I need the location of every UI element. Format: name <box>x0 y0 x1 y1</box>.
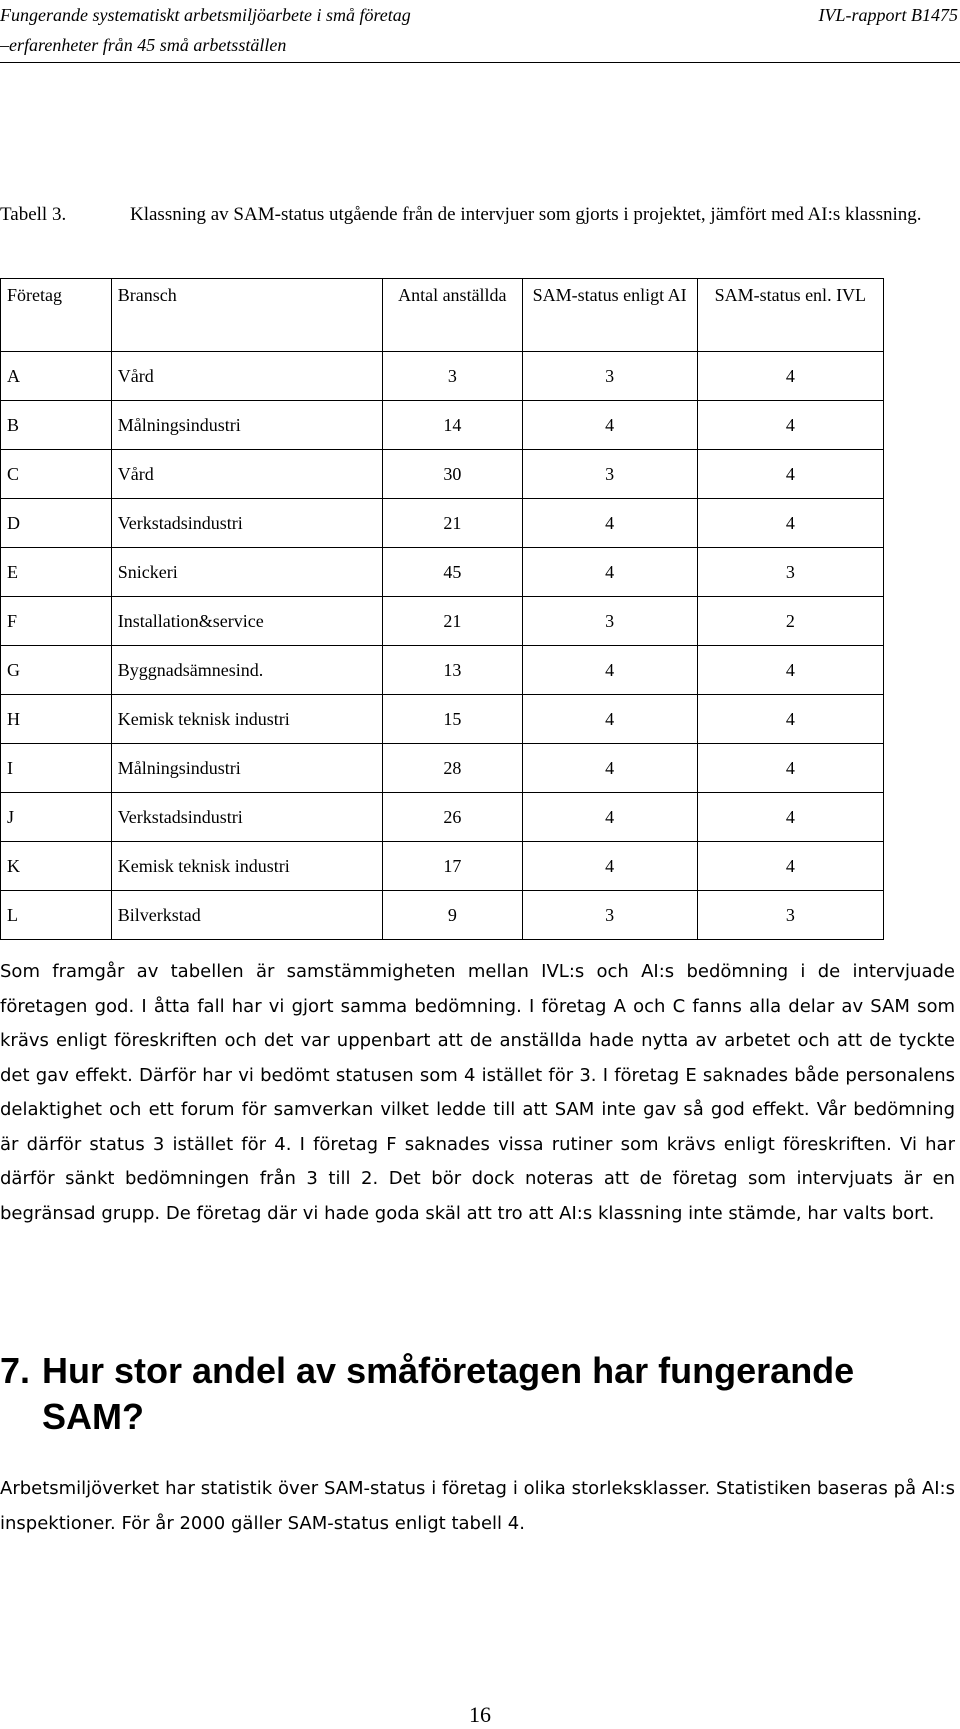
table-row <box>1 499 884 548</box>
column-header-foretag: Företag <box>1 279 112 352</box>
cell-sam-ivl: 3 <box>697 891 883 940</box>
header-report-title: Fungerande systematiskt arbetsmiljöarbete i små företag <box>0 5 411 25</box>
cell-antal: 30 <box>382 450 522 499</box>
cell-sam-ai: 4 <box>522 695 697 744</box>
cell-sam-ivl: 4 <box>697 499 883 548</box>
cell-sam-ai: 3 <box>522 891 697 940</box>
table-row <box>1 548 884 597</box>
cell-sam-ai: 3 <box>522 597 697 646</box>
cell-foretag: E <box>1 548 112 597</box>
column-header-bransch: Bransch <box>111 279 382 352</box>
cell-foretag: H <box>1 695 112 744</box>
cell-antal: 21 <box>382 499 522 548</box>
cell-sam-ai: 4 <box>522 646 697 695</box>
section-title: Hur stor andel av småföretagen har fungerande SAM? <box>42 1350 855 1437</box>
cell-sam-ivl: 4 <box>697 401 883 450</box>
table-row <box>1 744 884 793</box>
cell-bransch: Kemisk teknisk industri <box>111 842 382 891</box>
table-row <box>1 401 884 450</box>
body-paragraph-comparison: Som framgår av tabellen är samstämmigheten mellan IVL:s och AI:s bedömning i de intervjuade företagen god. I åtta fall har vi gjort samma bedömning. I företag A och C fanns alla delar av SAM som krävs enligt föreskriften och det var uppenbart att de anställda hade nytta av arbetet och att de tyckte det gav effekt. Därför har vi bedömt statusen som 4 istället för 3. I företag E saknades både personalens delaktighet och ett forum för samverkan vilket ledde till att SAM inte gav så god effekt. Vår bedömning är därför status 3 istället för 4. I företag F saknades vissa rutiner som krävs enligt föreskriften. Vi har därför sänkt bedömningen från 3 till 2. Det bör dock noteras att de företag som intervjuats är en begränsad grupp. De företag där vi hade goda skäl att tro att AI:s klassning inte stämde, har valts bort. <box>0 961 955 1224</box>
cell-foretag: B <box>1 401 112 450</box>
cell-bransch: Installation&service <box>111 597 382 646</box>
table-row <box>1 646 884 695</box>
cell-bransch: Verkstadsindustri <box>111 499 382 548</box>
body-paragraph-statistics: Arbetsmiljöverket har statistik över SAM-status i företag i olika storleksklasser. Statistiken baseras på AI:s inspektioner. För år 2000 gäller SAM-status enligt tabell 4. <box>0 1478 955 1534</box>
cell-sam-ivl: 4 <box>697 450 883 499</box>
cell-sam-ai: 4 <box>522 744 697 793</box>
cell-antal: 14 <box>382 401 522 450</box>
table-row <box>1 891 884 940</box>
cell-bransch: Kemisk teknisk industri <box>111 695 382 744</box>
cell-bransch: Bilverkstad <box>111 891 382 940</box>
column-header-antal: Antal anställda <box>382 279 522 352</box>
cell-antal: 26 <box>382 793 522 842</box>
cell-foretag: J <box>1 793 112 842</box>
cell-foretag: G <box>1 646 112 695</box>
cell-sam-ivl: 4 <box>697 646 883 695</box>
table-caption-label: Tabell 3. <box>0 204 67 225</box>
column-header-sam-ai: SAM-status enligt AI <box>522 279 697 352</box>
table-row <box>1 352 884 401</box>
cell-antal: 3 <box>382 352 522 401</box>
header-report-subtitle: –erfarenheter från 45 små arbetsställen <box>0 35 287 55</box>
table-row <box>1 793 884 842</box>
table-row <box>1 597 884 646</box>
cell-bransch: Byggnadsämnesind. <box>111 646 382 695</box>
cell-bransch: Verkstadsindustri <box>111 793 382 842</box>
cell-foretag: A <box>1 352 112 401</box>
cell-sam-ai: 4 <box>522 793 697 842</box>
cell-foretag: I <box>1 744 112 793</box>
cell-foretag: F <box>1 597 112 646</box>
header-report-id: IVL-rapport B1475 <box>818 5 958 25</box>
cell-bransch: Vård <box>111 450 382 499</box>
cell-antal: 21 <box>382 597 522 646</box>
cell-bransch: Målningsindustri <box>111 744 382 793</box>
table-row <box>1 695 884 744</box>
cell-bransch: Snickeri <box>111 548 382 597</box>
cell-sam-ivl: 4 <box>697 793 883 842</box>
cell-foretag: D <box>1 499 112 548</box>
cell-sam-ai: 4 <box>522 548 697 597</box>
table-caption-text: Klassning av SAM-status utgående från de intervjuer som gjorts i projektet, jämfört med AI:s klassning. <box>130 204 922 225</box>
cell-sam-ivl: 4 <box>697 695 883 744</box>
cell-bransch: Vård <box>111 352 382 401</box>
cell-sam-ivl: 4 <box>697 744 883 793</box>
cell-antal: 13 <box>382 646 522 695</box>
cell-sam-ivl: 2 <box>697 597 883 646</box>
cell-antal: 28 <box>382 744 522 793</box>
cell-sam-ai: 3 <box>522 450 697 499</box>
cell-sam-ivl: 4 <box>697 352 883 401</box>
cell-sam-ai: 4 <box>522 842 697 891</box>
cell-antal: 9 <box>382 891 522 940</box>
cell-antal: 45 <box>382 548 522 597</box>
cell-antal: 17 <box>382 842 522 891</box>
page-header <box>0 0 960 63</box>
table-row <box>1 842 884 891</box>
cell-bransch: Målningsindustri <box>111 401 382 450</box>
table-row <box>1 450 884 499</box>
table-header-row <box>1 279 884 352</box>
cell-sam-ai: 4 <box>522 401 697 450</box>
cell-antal: 15 <box>382 695 522 744</box>
sam-status-table <box>0 278 884 940</box>
cell-foretag: L <box>1 891 112 940</box>
cell-sam-ai: 4 <box>522 499 697 548</box>
cell-foretag: K <box>1 842 112 891</box>
column-header-sam-ivl: SAM-status enl. IVL <box>697 279 883 352</box>
cell-foretag: C <box>1 450 112 499</box>
page-number: 16 <box>469 1702 491 1727</box>
cell-sam-ivl: 4 <box>697 842 883 891</box>
section-number: 7. <box>0 1350 31 1391</box>
cell-sam-ivl: 3 <box>697 548 883 597</box>
cell-sam-ai: 3 <box>522 352 697 401</box>
